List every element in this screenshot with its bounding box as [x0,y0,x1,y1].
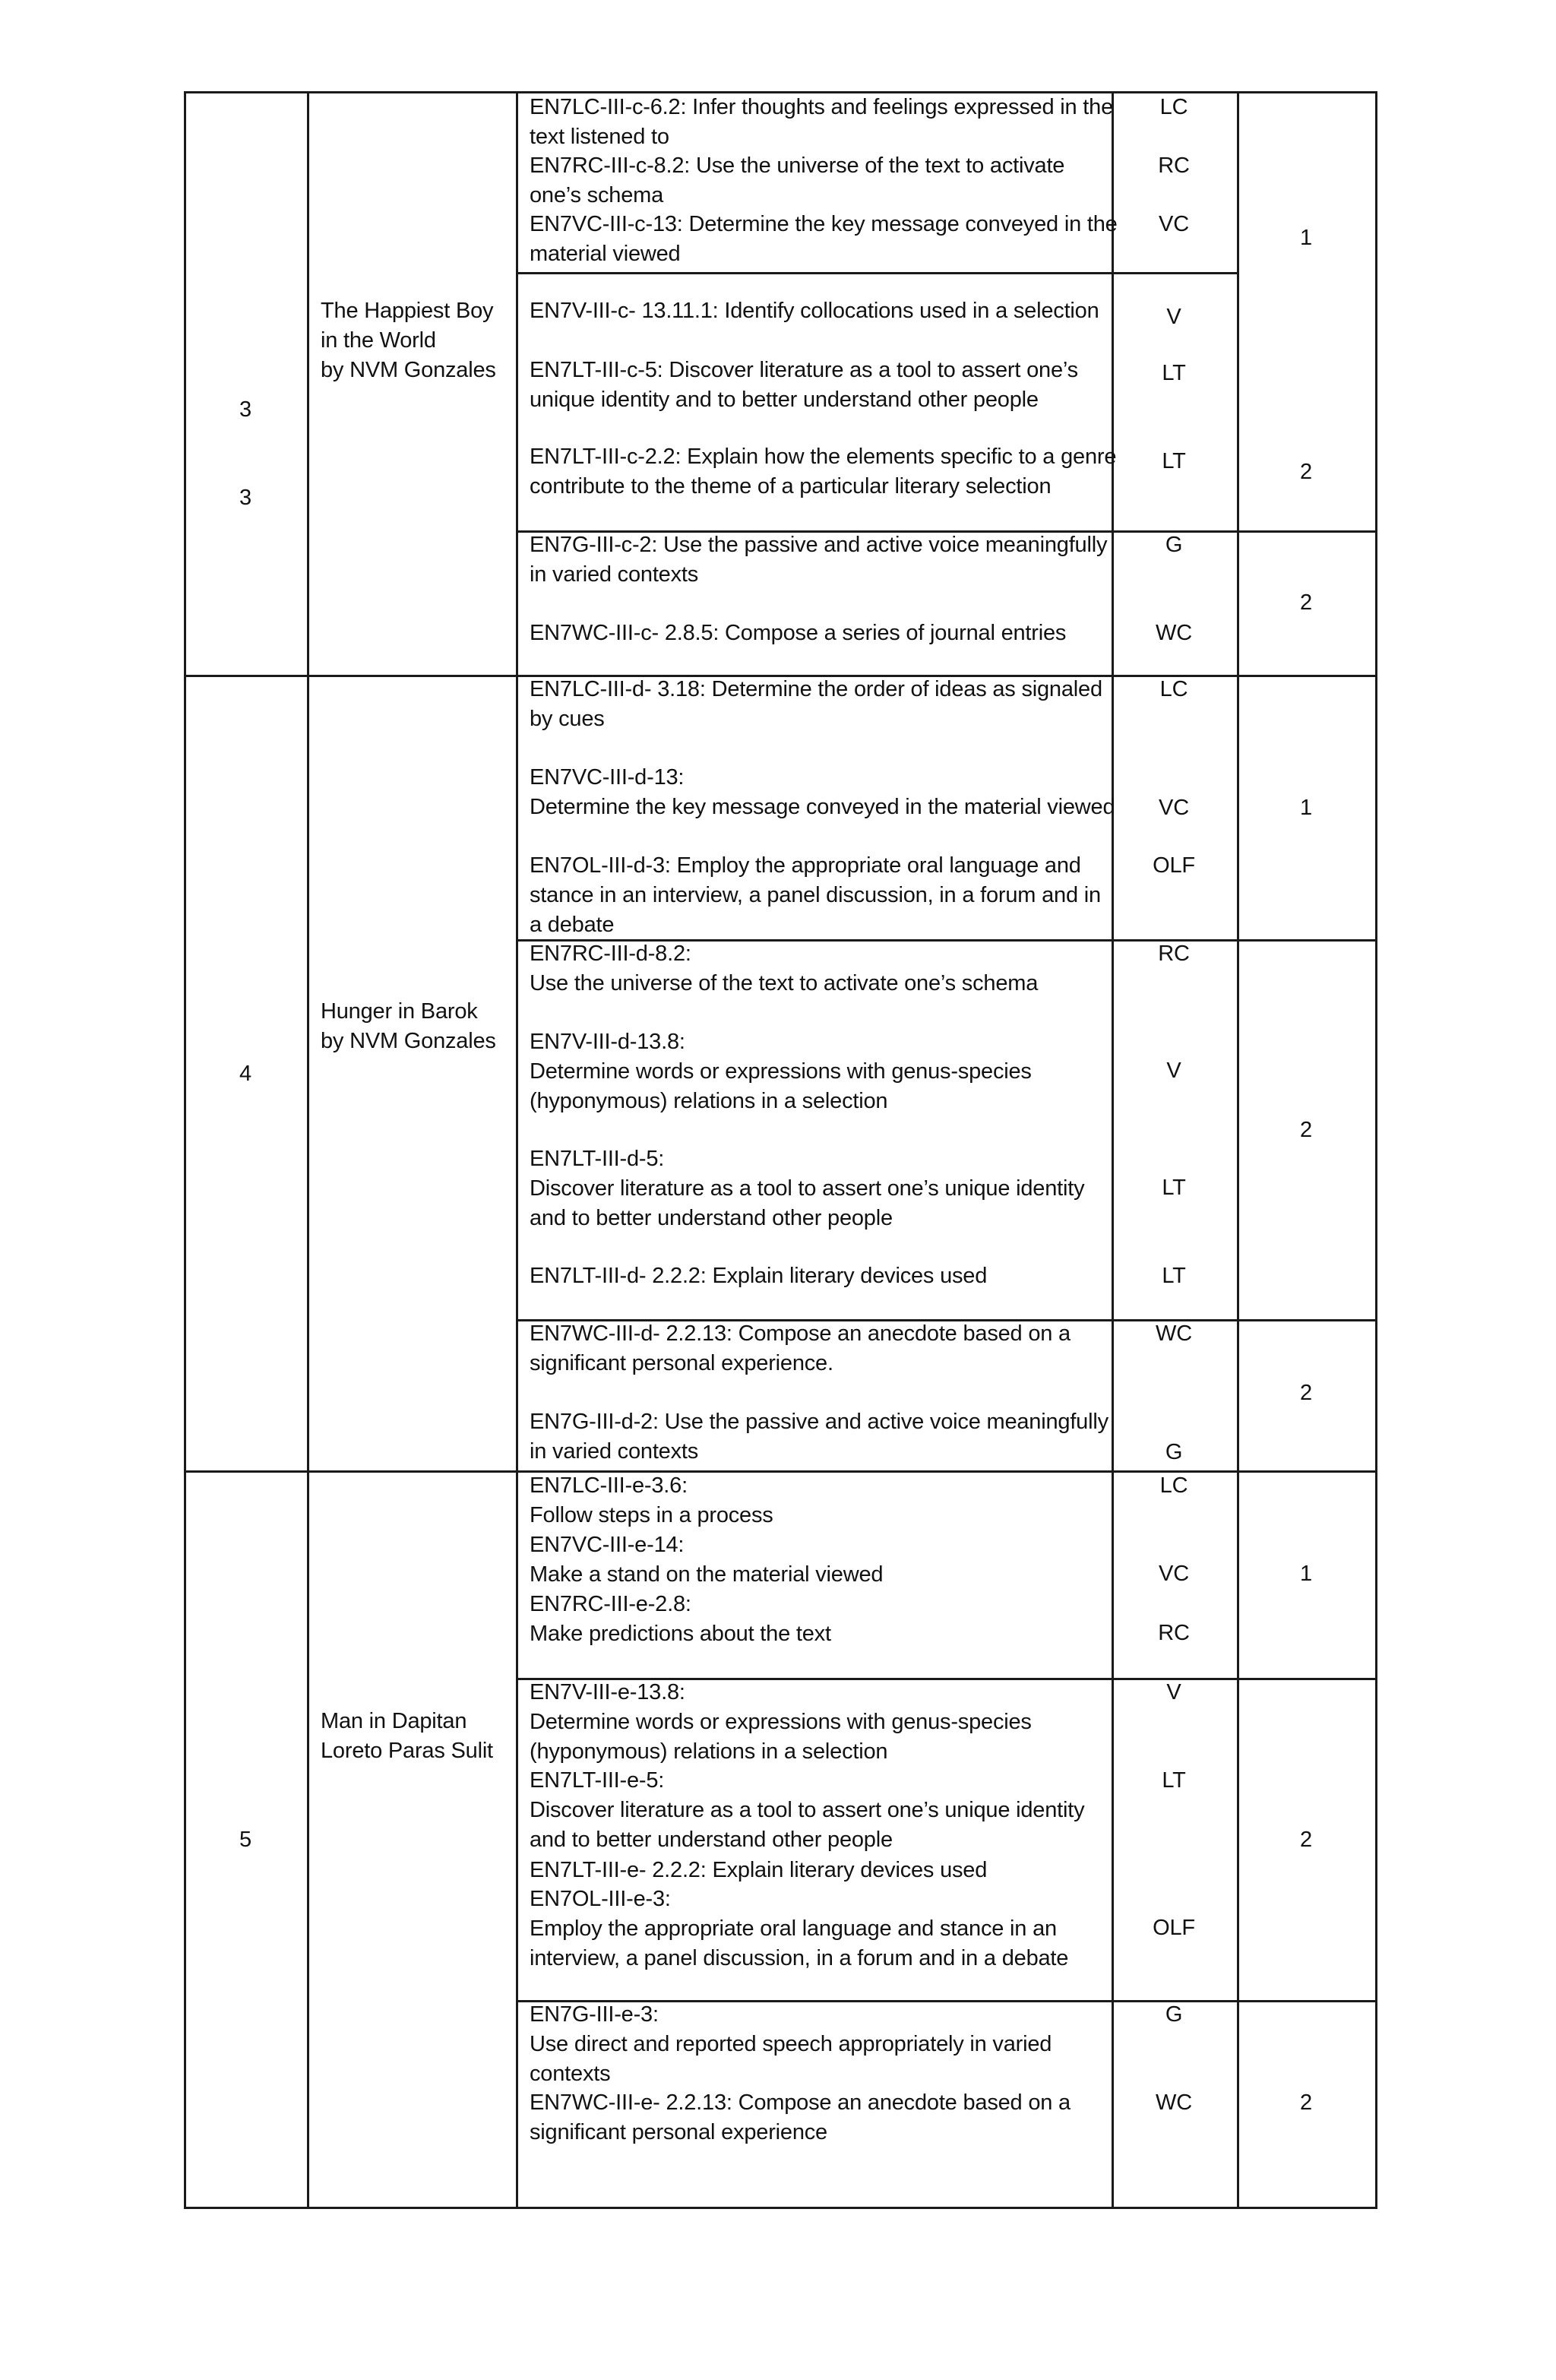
competency-line: text listened to [530,125,669,149]
domain-code: WC [1156,621,1192,645]
competency-line: EN7G-III-c-2: Use the passive and active voice meaningfully [530,533,1108,557]
competency-line: Determine words or expressions with genus-species [530,1059,1032,1084]
column-border-4 [1375,91,1377,2209]
competency-line: (hyponymous) relations in a selection [530,1089,888,1113]
domain-code: V [1166,1680,1181,1704]
competency-line: interview, a panel discussion, in a forum and in a debate [530,1946,1069,1970]
week-label: 4 [239,1062,251,1086]
column-border-3 [1112,91,1114,2209]
lesson-title-line: in the World [321,328,436,353]
competency-line: Follow steps in a process [530,1503,773,1527]
lesson-title-line: Man in Dapitan [321,1709,467,1733]
lesson-title-line: by NVM Gonzales [321,358,496,382]
competency-line: one’s schema [530,183,664,207]
competency-line: Discover literature as a tool to assert one’s unique identity [530,1176,1085,1201]
domain-code: VC [1159,1562,1189,1586]
competency-line: and to better understand other people [530,1828,893,1852]
competency-line: EN7RC-III-d-8.2: [530,942,691,966]
domain-code: VC [1159,212,1189,236]
lesson-title-line: The Happiest Boy [321,299,494,323]
competency-line: Discover literature as a tool to assert one’s unique identity [530,1798,1085,1822]
competency-line: EN7VC-III-c-13: Determine the key message conveyed in the [530,212,1118,236]
domain-code: RC [1158,942,1190,966]
hours-column-border [1237,91,1239,2209]
domain-code: G [1165,533,1183,557]
hours-value: 2 [1300,590,1312,615]
competency-line: EN7V-III-c- 13.11.1: Identify collocations used in a selection [530,299,1099,323]
competency-line: significant personal experience [530,2120,827,2144]
competency-line: EN7LC-III-d- 3.18: Determine the order of ideas as signaled [530,677,1102,701]
competency-line: EN7LT-III-e- 2.2.2: Explain literary devices used [530,1858,988,1882]
competency-line: EN7V-III-d-13.8: [530,1030,685,1054]
competency-line: material viewed [530,242,681,266]
competency-line: EN7LT-III-e-5: [530,1768,665,1793]
competency-line: EN7G-III-e-3: [530,2002,659,2027]
hours-value: 1 [1300,1562,1312,1586]
competency-line: Make predictions about the text [530,1622,831,1646]
competency-line: EN7LT-III-c-2.2: Explain how the elements specific to a genre [530,445,1117,469]
column-border-1 [307,91,309,2209]
sub-separator-0 [516,272,1237,274]
domain-code: LC [1159,677,1188,701]
hours-value: 2 [1300,1381,1312,1405]
domain-code: V [1166,305,1181,329]
competency-line: EN7V-III-e-13.8: [530,1680,685,1704]
domain-code: RC [1158,1621,1190,1645]
week-separator-1 [184,1470,1377,1473]
domain-code: G [1165,1440,1183,1464]
domain-code: G [1165,2002,1183,2027]
competency-line: EN7G-III-d-2: Use the passive and active voice meaningfully [530,1410,1108,1434]
competency-line: a debate [530,913,615,937]
competency-line: EN7RC-III-c-8.2: Use the universe of the text to activate [530,153,1065,178]
competency-line: contexts [530,2062,611,2086]
domain-code: LT [1162,449,1186,473]
domain-code: WC [1156,2090,1192,2115]
hours-value: 1 [1300,796,1312,820]
competency-line: significant personal experience. [530,1351,833,1375]
competency-line: EN7WC-III-d- 2.2.13: Compose an anecdote based on a [530,1321,1071,1346]
table-bottom-border [184,2207,1377,2209]
competency-line: Employ the appropriate oral language and stance in an [530,1916,1057,1941]
competency-line: EN7LT-III-d- 2.2.2: Explain literary devices used [530,1264,988,1288]
competency-line: Use the universe of the text to activate one’s schema [530,971,1039,995]
column-border-0 [184,91,186,2209]
competency-line: Make a stand on the material viewed [530,1562,884,1587]
competency-line: in varied contexts [530,1439,699,1464]
domain-code: LT [1162,361,1186,385]
domain-code: LT [1162,1176,1186,1200]
week-label: 3 [239,397,251,422]
lesson-title-line: Loreto Paras Sulit [321,1739,493,1763]
competency-line: EN7RC-III-e-2.8: [530,1592,691,1616]
domain-code: V [1166,1059,1181,1083]
column-border-2 [516,91,518,2209]
competency-line: EN7WC-III-e- 2.2.13: Compose an anecdote based on a [530,2090,1071,2115]
competency-line: EN7VC-III-d-13: [530,765,685,790]
competency-line: EN7OL-III-d-3: Employ the appropriate oral language and [530,853,1081,878]
competency-line: EN7WC-III-c- 2.8.5: Compose a series of journal entries [530,621,1067,645]
competency-line: contribute to the theme of a particular literary selection [530,474,1052,498]
competency-line: (hyponymous) relations in a selection [530,1739,888,1764]
domain-code: VC [1159,796,1189,820]
hours-value: 2 [1300,1828,1312,1852]
competency-line: and to better understand other people [530,1206,893,1230]
competency-line: EN7LT-III-d-5: [530,1147,665,1171]
domain-code: LT [1162,1264,1186,1288]
hours-value: 2 [1300,2090,1312,2115]
lesson-title-line: Hunger in Barok [321,999,478,1024]
hours-value: 2 [1300,460,1312,484]
competency-line: EN7LC-III-c-6.2: Infer thoughts and feelings expressed in the [530,95,1114,119]
domain-code: OLF [1153,853,1195,878]
competency-line: by cues [530,707,605,731]
domain-code: LT [1162,1768,1186,1793]
competency-line: EN7LC-III-e-3.6: [530,1473,688,1498]
hours-value: 1 [1300,226,1312,250]
competency-line: unique identity and to better understand other people [530,388,1039,412]
week-label: 5 [239,1828,251,1852]
domain-code: OLF [1153,1916,1195,1940]
competency-line: in varied contexts [530,562,699,587]
competency-line: Use direct and reported speech appropriately in varied [530,2032,1052,2056]
domain-code: LC [1159,1473,1188,1498]
domain-code: WC [1156,1321,1192,1346]
competency-line: EN7LT-III-c-5: Discover literature as a tool to assert one’s [530,358,1078,382]
competency-line: Determine the key message conveyed in the material viewed [530,795,1115,819]
week-label: 3 [239,486,251,510]
competency-line: stance in an interview, a panel discussion, in a forum and in [530,883,1101,907]
competency-line: Determine words or expressions with genus-species [530,1710,1032,1734]
hours-value: 2 [1300,1118,1312,1142]
competency-line: EN7VC-III-e-14: [530,1533,685,1557]
competency-line: EN7OL-III-e-3: [530,1887,671,1911]
domain-code: RC [1158,153,1190,178]
lesson-title-line: by NVM Gonzales [321,1029,496,1053]
domain-code: LC [1159,95,1188,119]
